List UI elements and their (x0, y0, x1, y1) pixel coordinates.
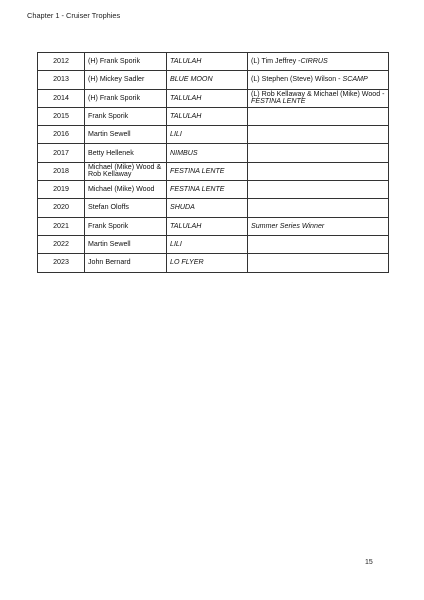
note-cell (248, 181, 389, 199)
note-cell (248, 162, 389, 180)
boat-cell: TALULAH (167, 53, 248, 71)
note-cell (248, 235, 389, 253)
note-cell (248, 107, 389, 125)
note-boat: CIRRUS (300, 57, 328, 66)
year-cell: 2014 (38, 89, 85, 107)
table-row (38, 71, 389, 89)
note-cell (248, 89, 389, 107)
skipper-cell: Frank Sporik (85, 217, 167, 235)
table-row (38, 235, 389, 253)
boat-cell: SHUDA (167, 199, 248, 217)
note-text: (L) Tim Jeffrey - (251, 57, 301, 66)
year-cell: 2018 (38, 162, 85, 180)
note-boat: Summer Series Winner (251, 221, 325, 230)
note-cell (248, 71, 389, 89)
year-cell: 2016 (38, 126, 85, 144)
year-cell: 2015 (38, 107, 85, 125)
table-row (38, 126, 389, 144)
skipper-cell: Michael (Mike) Wood & Rob Kellaway (85, 162, 167, 180)
table-row (38, 89, 389, 107)
skipper-cell: Betty Hellenek (85, 144, 167, 162)
note-cell (248, 217, 389, 235)
skipper-cell: Martin Sewell (85, 235, 167, 253)
boat-cell: LILI (167, 126, 248, 144)
year-cell: 2017 (38, 144, 85, 162)
table-row (38, 53, 389, 71)
note-cell (248, 199, 389, 217)
cruiser-trophies-table (37, 52, 389, 273)
boat-cell: NIMBUS (167, 144, 248, 162)
skipper-cell: John Bernard (85, 254, 167, 272)
skipper-cell: Frank Sporik (85, 107, 167, 125)
year-cell: 2021 (38, 217, 85, 235)
note-boat: FESTINA LENTE (251, 97, 306, 106)
boat-cell: TALULAH (167, 217, 248, 235)
boat-cell: LO FLYER (167, 254, 248, 272)
boat-cell: FESTINA LENTE (167, 162, 248, 180)
year-cell: 2023 (38, 254, 85, 272)
note-text: (L) Rob Kellaway & Michael (Mike) Wood - (251, 90, 385, 99)
year-cell: 2019 (38, 181, 85, 199)
boat-cell: LILI (167, 235, 248, 253)
page-header: Chapter 1 - Cruiser Trophies (27, 11, 121, 20)
year-cell: 2013 (38, 71, 85, 89)
year-cell: 2012 (38, 53, 85, 71)
boat-cell: TALULAH (167, 89, 248, 107)
table-row (38, 162, 389, 180)
note-text: (L) Stephen (Steve) Wilson - (251, 75, 343, 84)
note-cell (248, 144, 389, 162)
year-cell: 2022 (38, 235, 85, 253)
note-cell (248, 254, 389, 272)
table-row (38, 107, 389, 125)
skipper-cell: Martin Sewell (85, 126, 167, 144)
note-boat: SCAMP (342, 75, 368, 84)
note-cell (248, 53, 389, 71)
skipper-cell: (H) Mickey Sadler (85, 71, 167, 89)
table-row (38, 181, 389, 199)
boat-cell: FESTINA LENTE (167, 181, 248, 199)
year-cell: 2020 (38, 199, 85, 217)
page-number: 15 (365, 559, 373, 566)
table-row (38, 144, 389, 162)
table-row (38, 199, 389, 217)
table-row (38, 254, 389, 272)
note-cell (248, 126, 389, 144)
skipper-cell: (H) Frank Sporik (85, 53, 167, 71)
boat-cell: TALULAH (167, 107, 248, 125)
skipper-cell: Michael (Mike) Wood (85, 181, 167, 199)
table-row (38, 217, 389, 235)
skipper-cell: Stefan Oloffs (85, 199, 167, 217)
skipper-cell: (H) Frank Sporik (85, 89, 167, 107)
boat-cell: BLUE MOON (167, 71, 248, 89)
